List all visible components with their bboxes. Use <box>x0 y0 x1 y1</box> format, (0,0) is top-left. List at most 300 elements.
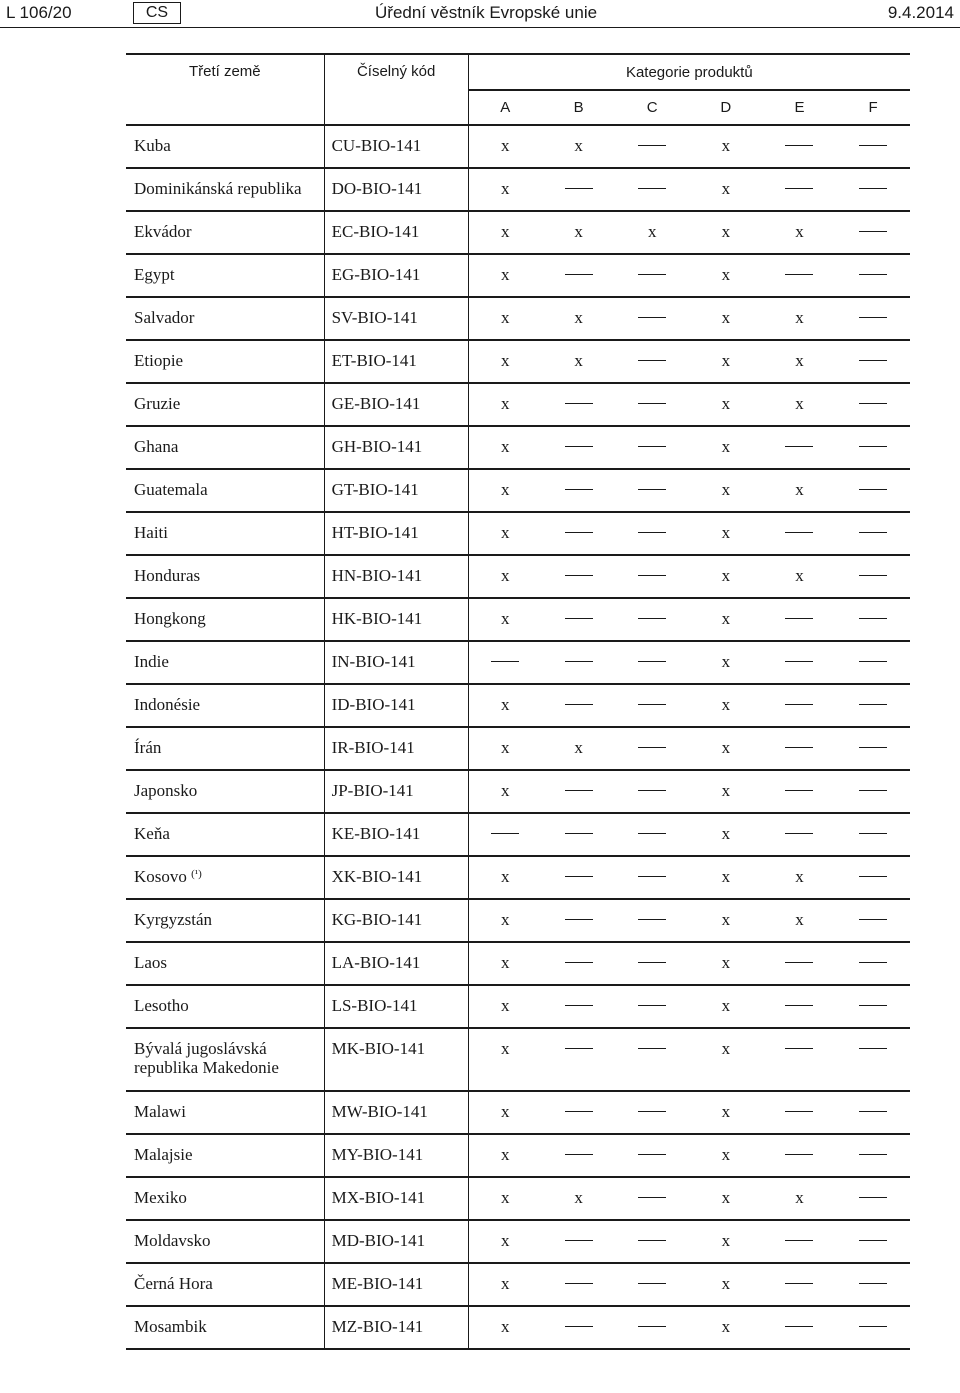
country-cell <box>126 985 324 1028</box>
category-e-cell <box>763 1220 837 1263</box>
header-rule <box>0 27 960 28</box>
category-b-cell <box>542 598 616 641</box>
x-mark: x <box>721 179 731 198</box>
dash-mark <box>859 489 887 490</box>
table-row <box>126 297 910 340</box>
dash-mark <box>565 532 593 533</box>
dash-mark <box>859 1154 887 1155</box>
dash-mark <box>565 1048 593 1049</box>
dash-mark <box>638 618 666 619</box>
category-c-cell <box>615 1177 689 1220</box>
dash-mark <box>565 833 593 834</box>
table-row <box>126 985 910 1028</box>
category-f-cell <box>836 899 910 942</box>
dash-mark <box>785 1111 813 1112</box>
category-f-cell <box>836 856 910 899</box>
header-product-categories: Kategorie produktů <box>468 54 910 90</box>
category-c-cell <box>615 985 689 1028</box>
x-mark: x <box>721 824 731 843</box>
dash-mark <box>638 317 666 318</box>
dash-mark <box>859 876 887 877</box>
category-e-cell <box>763 1263 837 1306</box>
code-cell: HN-BIO-141 <box>324 555 468 598</box>
dash-mark <box>491 833 519 834</box>
category-b-cell <box>542 254 616 297</box>
category-e-cell <box>763 426 837 469</box>
dash-mark <box>785 1154 813 1155</box>
dash-mark <box>785 274 813 275</box>
dash-mark <box>638 188 666 189</box>
category-c-cell <box>615 168 689 211</box>
x-mark: x <box>500 265 510 284</box>
x-mark: x <box>721 867 731 886</box>
category-a-cell <box>468 856 542 899</box>
code-cell: XK-BIO-141 <box>324 856 468 899</box>
dash-mark <box>638 1197 666 1198</box>
table-row <box>126 469 910 512</box>
country-cell <box>126 1263 324 1306</box>
table-row <box>126 598 910 641</box>
category-f-cell <box>836 727 910 770</box>
category-c-cell <box>615 727 689 770</box>
footnote-marker: (¹) <box>191 868 202 880</box>
category-c-cell <box>615 856 689 899</box>
x-mark: x <box>500 179 510 198</box>
category-e-cell <box>763 598 837 641</box>
category-b-cell <box>542 942 616 985</box>
category-a-cell <box>468 598 542 641</box>
category-f-cell <box>836 340 910 383</box>
category-c-cell <box>615 469 689 512</box>
table-row <box>126 899 910 942</box>
country-name: Kyrgyzstán <box>134 910 213 929</box>
x-mark: x <box>721 1102 731 1121</box>
dash-mark <box>785 1005 813 1006</box>
country-cell <box>126 1306 324 1349</box>
country-name: Dominikánská republika <box>134 179 302 198</box>
category-e-cell <box>763 383 837 426</box>
dash-mark <box>859 231 887 232</box>
dash-mark <box>785 790 813 791</box>
country-name: Černá Hora <box>134 1274 213 1293</box>
code-cell: MX-BIO-141 <box>324 1177 468 1220</box>
country-cell <box>126 684 324 727</box>
x-mark: x <box>721 652 731 671</box>
category-e-cell <box>763 469 837 512</box>
dash-mark <box>565 1111 593 1112</box>
dash-mark <box>638 1326 666 1327</box>
country-name: Malajsie <box>134 1145 193 1164</box>
category-e-cell <box>763 1028 837 1091</box>
dash-mark <box>565 1240 593 1241</box>
dash-mark <box>785 1240 813 1241</box>
category-b-cell <box>542 211 616 254</box>
country-name: Bývalá jugoslávská republika Makedonie <box>134 1039 279 1077</box>
x-mark: x <box>500 1188 510 1207</box>
country-cell <box>126 469 324 512</box>
product-category-table <box>126 53 910 1350</box>
category-c-cell <box>615 942 689 985</box>
dash-mark <box>859 1048 887 1049</box>
country-cell <box>126 641 324 684</box>
dash-mark <box>859 790 887 791</box>
country-name: Honduras <box>134 566 201 585</box>
category-a-cell <box>468 469 542 512</box>
category-b-cell <box>542 125 616 168</box>
x-mark: x <box>574 222 583 241</box>
dash-mark <box>491 661 519 662</box>
category-c-cell <box>615 1134 689 1177</box>
x-mark: x <box>574 1188 583 1207</box>
category-f-cell <box>836 125 910 168</box>
category-a-cell <box>468 1028 542 1091</box>
category-f-cell <box>836 211 910 254</box>
category-f-cell <box>836 1177 910 1220</box>
code-cell: MW-BIO-141 <box>324 1091 468 1134</box>
x-mark: x <box>574 308 583 327</box>
table-row <box>126 254 910 297</box>
dash-mark <box>785 704 813 705</box>
dash-mark <box>638 1005 666 1006</box>
dash-mark <box>565 1283 593 1284</box>
dash-mark <box>859 1326 887 1327</box>
category-b-cell <box>542 985 616 1028</box>
x-mark: x <box>795 867 804 886</box>
category-a-cell <box>468 942 542 985</box>
x-mark: x <box>500 1039 510 1058</box>
x-mark: x <box>500 394 510 413</box>
category-d-cell <box>689 340 763 383</box>
category-f-cell <box>836 1306 910 1349</box>
country-name: Egypt <box>134 265 175 284</box>
category-a-cell <box>468 1306 542 1349</box>
country-name: Haiti <box>134 523 168 542</box>
category-f-cell <box>836 254 910 297</box>
dash-mark <box>859 704 887 705</box>
dash-mark <box>565 704 593 705</box>
category-a-cell <box>468 426 542 469</box>
x-mark: x <box>647 222 657 241</box>
category-b-cell <box>542 1306 616 1349</box>
country-name: Indie <box>134 652 169 671</box>
x-mark: x <box>500 437 510 456</box>
category-f-cell <box>836 555 910 598</box>
category-e-cell <box>763 254 837 297</box>
country-name: Moldavsko <box>134 1231 211 1250</box>
country-cell <box>126 125 324 168</box>
category-f-cell <box>836 383 910 426</box>
category-d-cell <box>689 1263 763 1306</box>
category-b-cell <box>542 297 616 340</box>
header-numeric-code: Číselný kód <box>324 54 468 125</box>
code-cell: GE-BIO-141 <box>324 383 468 426</box>
x-mark: x <box>795 480 804 499</box>
dash-mark <box>859 1111 887 1112</box>
category-b-cell <box>542 555 616 598</box>
code-cell: IR-BIO-141 <box>324 727 468 770</box>
category-d-cell <box>689 1177 763 1220</box>
dash-mark <box>859 188 887 189</box>
x-mark: x <box>721 1145 731 1164</box>
category-b-cell <box>542 469 616 512</box>
dash-mark <box>785 1283 813 1284</box>
dash-mark <box>638 661 666 662</box>
code-cell: GH-BIO-141 <box>324 426 468 469</box>
category-f-cell <box>836 684 910 727</box>
x-mark: x <box>721 738 731 757</box>
category-e-cell <box>763 684 837 727</box>
x-mark: x <box>721 1317 731 1336</box>
category-e-cell <box>763 727 837 770</box>
dash-mark <box>565 188 593 189</box>
category-f-cell <box>836 641 910 684</box>
category-f-cell <box>836 813 910 856</box>
category-c-cell <box>615 1263 689 1306</box>
category-d-cell <box>689 1220 763 1263</box>
dash-mark <box>785 1048 813 1049</box>
category-a-cell <box>468 125 542 168</box>
x-mark: x <box>721 1188 731 1207</box>
category-f-cell <box>836 1091 910 1134</box>
x-mark: x <box>500 1317 510 1336</box>
x-mark: x <box>721 566 731 585</box>
dash-mark <box>785 446 813 447</box>
category-c-cell <box>615 1028 689 1091</box>
dash-mark <box>638 1240 666 1241</box>
dash-mark <box>565 876 593 877</box>
code-cell: ID-BIO-141 <box>324 684 468 727</box>
category-e-cell <box>763 942 837 985</box>
code-cell: ET-BIO-141 <box>324 340 468 383</box>
category-d-cell <box>689 211 763 254</box>
dash-mark <box>859 962 887 963</box>
category-a-cell <box>468 512 542 555</box>
x-mark: x <box>574 351 583 370</box>
category-e-cell <box>763 555 837 598</box>
dash-mark <box>859 274 887 275</box>
category-b-cell <box>542 1263 616 1306</box>
country-name: Gruzie <box>134 394 181 413</box>
code-cell: MY-BIO-141 <box>324 1134 468 1177</box>
x-mark: x <box>795 910 804 929</box>
country-cell <box>126 856 324 899</box>
category-d-cell <box>689 426 763 469</box>
journal-title: Úřední věstník Evropské unie <box>375 3 598 22</box>
x-mark: x <box>721 437 731 456</box>
country-cell <box>126 813 324 856</box>
country-cell <box>126 211 324 254</box>
country-name: Ekvádor <box>134 222 192 241</box>
category-a-cell <box>468 254 542 297</box>
code-cell: JP-BIO-141 <box>324 770 468 813</box>
dash-mark <box>638 532 666 533</box>
category-a-cell <box>468 813 542 856</box>
dash-mark <box>638 489 666 490</box>
dash-mark <box>859 446 887 447</box>
x-mark: x <box>500 1145 510 1164</box>
category-d-cell <box>689 1306 763 1349</box>
category-e-cell <box>763 1134 837 1177</box>
table-row <box>126 770 910 813</box>
category-d-cell <box>689 942 763 985</box>
code-cell: KG-BIO-141 <box>324 899 468 942</box>
category-a-cell <box>468 168 542 211</box>
country-cell <box>126 297 324 340</box>
category-b-cell <box>542 168 616 211</box>
table-row <box>126 684 910 727</box>
page-header <box>0 0 960 28</box>
category-b-cell <box>542 727 616 770</box>
dash-mark <box>859 317 887 318</box>
category-c-cell <box>615 684 689 727</box>
dash-mark <box>565 790 593 791</box>
category-b-cell <box>542 512 616 555</box>
code-cell: ME-BIO-141 <box>324 1263 468 1306</box>
table-row <box>126 340 910 383</box>
category-d-cell <box>689 1091 763 1134</box>
category-a-cell <box>468 770 542 813</box>
x-mark: x <box>721 910 731 929</box>
table-row <box>126 1263 910 1306</box>
x-mark: x <box>500 1231 510 1250</box>
x-mark: x <box>721 394 731 413</box>
code-cell: HT-BIO-141 <box>324 512 468 555</box>
x-mark: x <box>574 738 583 757</box>
table-row <box>126 426 910 469</box>
category-f-cell <box>836 985 910 1028</box>
category-d-cell <box>689 297 763 340</box>
category-e-cell <box>763 125 837 168</box>
table-row <box>126 727 910 770</box>
x-mark: x <box>795 351 804 370</box>
table-row <box>126 942 910 985</box>
dash-mark <box>785 532 813 533</box>
dash-mark <box>859 532 887 533</box>
category-e-cell <box>763 856 837 899</box>
table-row <box>126 1134 910 1177</box>
category-a-cell <box>468 1220 542 1263</box>
category-b-cell <box>542 1028 616 1091</box>
category-d-cell <box>689 1028 763 1091</box>
x-mark: x <box>500 695 510 714</box>
x-mark: x <box>721 480 731 499</box>
category-f-cell <box>836 297 910 340</box>
country-cell <box>126 426 324 469</box>
dash-mark <box>859 919 887 920</box>
category-f-cell <box>836 942 910 985</box>
category-b-cell <box>542 426 616 469</box>
dash-mark <box>785 661 813 662</box>
table-row <box>126 555 910 598</box>
dash-mark <box>859 618 887 619</box>
country-cell <box>126 254 324 297</box>
dash-mark <box>565 1154 593 1155</box>
x-mark: x <box>721 781 731 800</box>
x-mark: x <box>795 394 804 413</box>
category-d-cell <box>689 856 763 899</box>
x-mark: x <box>500 910 510 929</box>
category-f-cell <box>836 168 910 211</box>
dash-mark <box>859 1283 887 1284</box>
country-cell <box>126 598 324 641</box>
dash-mark <box>785 145 813 146</box>
dash-mark <box>859 403 887 404</box>
category-c-cell <box>615 899 689 942</box>
category-f-cell <box>836 598 910 641</box>
category-c-cell <box>615 641 689 684</box>
category-b-cell <box>542 1220 616 1263</box>
x-mark: x <box>500 996 510 1015</box>
category-e-cell <box>763 297 837 340</box>
category-d-cell <box>689 555 763 598</box>
category-d-cell <box>689 985 763 1028</box>
dash-mark <box>859 575 887 576</box>
code-cell: MZ-BIO-141 <box>324 1306 468 1349</box>
table-row <box>126 168 910 211</box>
category-e-cell <box>763 899 837 942</box>
dash-mark <box>565 575 593 576</box>
dash-mark <box>859 1197 887 1198</box>
code-cell: DO-BIO-141 <box>324 168 468 211</box>
dash-mark <box>565 919 593 920</box>
category-c-cell <box>615 770 689 813</box>
category-b-cell <box>542 641 616 684</box>
category-a-cell <box>468 985 542 1028</box>
dash-mark <box>565 618 593 619</box>
header-category-f: F <box>836 90 910 125</box>
country-name: Indonésie <box>134 695 201 714</box>
category-f-cell <box>836 1220 910 1263</box>
code-cell: HK-BIO-141 <box>324 598 468 641</box>
dash-mark <box>638 1283 666 1284</box>
code-cell: IN-BIO-141 <box>324 641 468 684</box>
x-mark: x <box>795 222 804 241</box>
dash-mark <box>638 962 666 963</box>
category-d-cell <box>689 469 763 512</box>
header-category-c: C <box>615 90 689 125</box>
dash-mark <box>638 1048 666 1049</box>
code-cell: MD-BIO-141 <box>324 1220 468 1263</box>
category-a-cell <box>468 1091 542 1134</box>
x-mark: x <box>721 136 731 155</box>
country-cell <box>126 383 324 426</box>
dash-mark <box>638 446 666 447</box>
country-name: Keňa <box>134 824 170 843</box>
code-cell: EG-BIO-141 <box>324 254 468 297</box>
category-a-cell <box>468 1177 542 1220</box>
category-c-cell <box>615 297 689 340</box>
dash-mark <box>565 1005 593 1006</box>
x-mark: x <box>500 308 510 327</box>
category-e-cell <box>763 770 837 813</box>
category-b-cell <box>542 813 616 856</box>
x-mark: x <box>721 308 731 327</box>
dash-mark <box>785 618 813 619</box>
dash-mark <box>638 1154 666 1155</box>
header-category-b: B <box>542 90 616 125</box>
category-d-cell <box>689 512 763 555</box>
x-mark: x <box>721 996 731 1015</box>
x-mark: x <box>500 781 510 800</box>
table-row <box>126 1220 910 1263</box>
category-a-cell <box>468 684 542 727</box>
category-b-cell <box>542 899 616 942</box>
category-d-cell <box>689 168 763 211</box>
x-mark: x <box>574 136 583 155</box>
category-e-cell <box>763 168 837 211</box>
journal-reference: L 106/20 <box>6 3 72 22</box>
category-d-cell <box>689 1134 763 1177</box>
